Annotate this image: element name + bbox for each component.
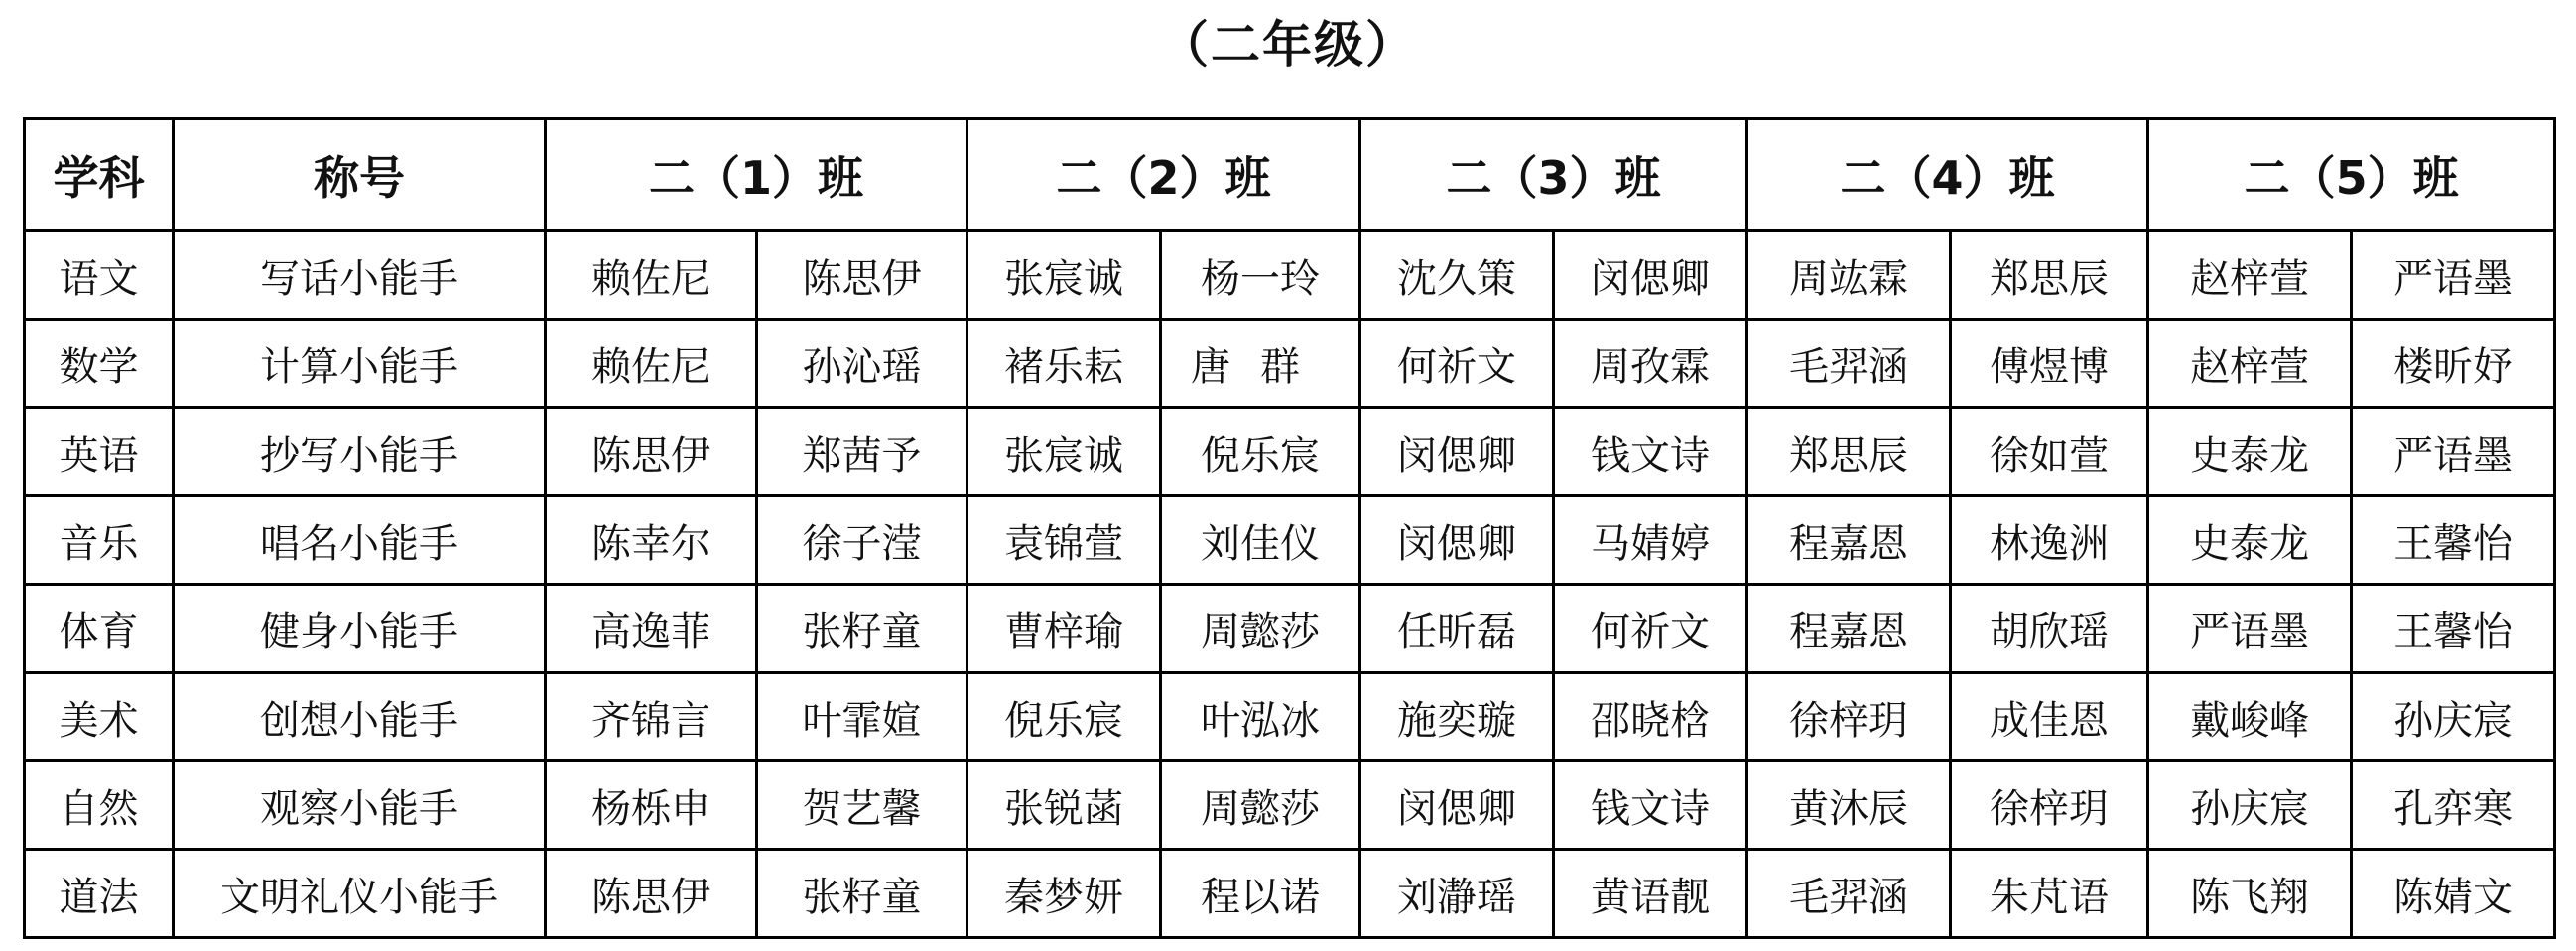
student-name-cell: 钱文诗 [1554,408,1747,496]
student-name-cell: 秦梦妍 [967,850,1161,938]
student-name-cell: 张锐菡 [967,761,1161,850]
student-name-cell: 高逸菲 [546,585,757,673]
student-name-cell: 黄语靓 [1554,850,1747,938]
student-name-cell: 张籽童 [757,850,967,938]
student-name-cell: 朱芃语 [1951,850,2148,938]
student-name-cell: 史泰龙 [2148,496,2352,585]
subject-cell: 体育 [25,585,174,673]
student-name-cell: 周孜霖 [1554,320,1747,408]
header-class-2: 二（2）班 [967,119,1360,231]
student-name-cell: 曹梓瑜 [967,585,1161,673]
student-name-cell: 叶霏媗 [757,673,967,761]
student-name-cell: 周懿莎 [1161,585,1360,673]
student-name-cell: 何祈文 [1360,320,1554,408]
student-name-cell: 闵偲卿 [1360,408,1554,496]
student-name-cell: 林逸洲 [1951,496,2148,585]
header-class-3: 二（3）班 [1360,119,1747,231]
award-table [23,117,2556,939]
student-name-cell: 贺艺馨 [757,761,967,850]
student-name-cell: 黄沐辰 [1747,761,1951,850]
student-name-cell: 赖佐尼 [546,320,757,408]
award-title-cell: 写话小能手 [174,231,546,320]
student-name-cell: 钱文诗 [1554,761,1747,850]
student-name-cell: 陈思伊 [546,408,757,496]
student-name-cell: 袁锦萱 [967,496,1161,585]
student-name-cell: 沈久策 [1360,231,1554,320]
student-name-cell: 叶泓冰 [1161,673,1360,761]
student-name-cell: 任昕磊 [1360,585,1554,673]
student-name-cell: 戴峻峰 [2148,673,2352,761]
student-name-cell: 唐群 [1161,320,1360,408]
student-name-cell: 毛羿涵 [1747,850,1951,938]
student-name-cell: 胡欣瑶 [1951,585,2148,673]
student-name-cell: 赵梓萱 [2148,231,2352,320]
student-name-cell: 严语墨 [2352,408,2555,496]
student-name-cell: 王馨怡 [2352,496,2555,585]
student-name-cell: 陈思伊 [546,850,757,938]
student-name-cell: 郑思辰 [1747,408,1951,496]
student-name-cell: 徐梓玥 [1951,761,2148,850]
table-row [25,231,2555,320]
student-name-cell: 王馨怡 [2352,585,2555,673]
student-name-cell: 程嘉恩 [1747,585,1951,673]
student-name-cell: 郑茜予 [757,408,967,496]
student-name-cell: 徐如萱 [1951,408,2148,496]
subject-cell: 道法 [25,850,174,938]
award-title-cell: 文明礼仪小能手 [174,850,546,938]
student-name-cell: 程嘉恩 [1747,496,1951,585]
student-name-cell: 张宸诚 [967,231,1161,320]
subject-cell: 音乐 [25,496,174,585]
student-name-cell: 倪乐宸 [1161,408,1360,496]
student-name-cell: 施奕璇 [1360,673,1554,761]
student-name-cell: 陈婧文 [2352,850,2555,938]
student-name-cell: 闵偲卿 [1360,761,1554,850]
subject-cell: 英语 [25,408,174,496]
subject-cell: 语文 [25,231,174,320]
table-body [25,231,2555,938]
student-name-cell: 张宸诚 [967,408,1161,496]
student-name-cell: 毛羿涵 [1747,320,1951,408]
table-row [25,761,2555,850]
student-name-cell: 闵偲卿 [1360,496,1554,585]
student-name-cell: 成佳恩 [1951,673,2148,761]
award-title-cell: 观察小能手 [174,761,546,850]
subject-cell: 数学 [25,320,174,408]
student-name-cell: 闵偲卿 [1554,231,1747,320]
student-name-cell: 刘佳仪 [1161,496,1360,585]
student-name-cell: 孙庆宸 [2352,673,2555,761]
student-name-cell: 刘瀞瑶 [1360,850,1554,938]
student-name-cell: 孙庆宸 [2148,761,2352,850]
subject-cell: 美术 [25,673,174,761]
header-award: 称号 [174,119,546,231]
student-name-cell: 邵晓梒 [1554,673,1747,761]
student-name-cell: 楼昕妤 [2352,320,2555,408]
award-title-cell: 计算小能手 [174,320,546,408]
student-name-cell: 孙沁瑶 [757,320,967,408]
page-title: （二年级） [1159,16,1417,73]
award-title-cell: 唱名小能手 [174,496,546,585]
student-name-cell: 严语墨 [2148,585,2352,673]
student-name-cell: 赖佐尼 [546,231,757,320]
student-name-cell: 陈幸尔 [546,496,757,585]
student-name-cell: 杨一玲 [1161,231,1360,320]
student-name-cell: 史泰龙 [2148,408,2352,496]
student-name-cell: 赵梓萱 [2148,320,2352,408]
student-name-cell: 周懿莎 [1161,761,1360,850]
award-title-cell: 抄写小能手 [174,408,546,496]
header-row [25,119,2555,231]
student-name-cell: 杨栎申 [546,761,757,850]
header-class-1: 二（1）班 [546,119,967,231]
student-name-cell: 徐子滢 [757,496,967,585]
table-row [25,496,2555,585]
student-name-cell: 孔弈寒 [2352,761,2555,850]
student-name-cell: 陈思伊 [757,231,967,320]
table-row [25,585,2555,673]
subject-cell: 自然 [25,761,174,850]
student-name-cell: 褚乐耘 [967,320,1161,408]
student-name-cell: 严语墨 [2352,231,2555,320]
table-row [25,850,2555,938]
student-name-cell: 倪乐宸 [967,673,1161,761]
header-class-4: 二（4）班 [1747,119,2148,231]
table-row [25,320,2555,408]
award-title-cell: 健身小能手 [174,585,546,673]
student-name-cell: 周竑霖 [1747,231,1951,320]
student-name-cell: 陈飞翔 [2148,850,2352,938]
student-name-cell: 马婧婷 [1554,496,1747,585]
student-name-cell: 程以诺 [1161,850,1360,938]
student-name-cell: 徐梓玥 [1747,673,1951,761]
student-name-cell: 何祈文 [1554,585,1747,673]
table-row [25,408,2555,496]
student-name-cell: 张籽童 [757,585,967,673]
header-subject: 学科 [25,119,174,231]
student-name-cell: 郑思辰 [1951,231,2148,320]
student-name-cell: 齐锦言 [546,673,757,761]
header-class-5: 二（5）班 [2148,119,2555,231]
student-name-cell: 傅煜博 [1951,320,2148,408]
award-title-cell: 创想小能手 [174,673,546,761]
table-row [25,673,2555,761]
